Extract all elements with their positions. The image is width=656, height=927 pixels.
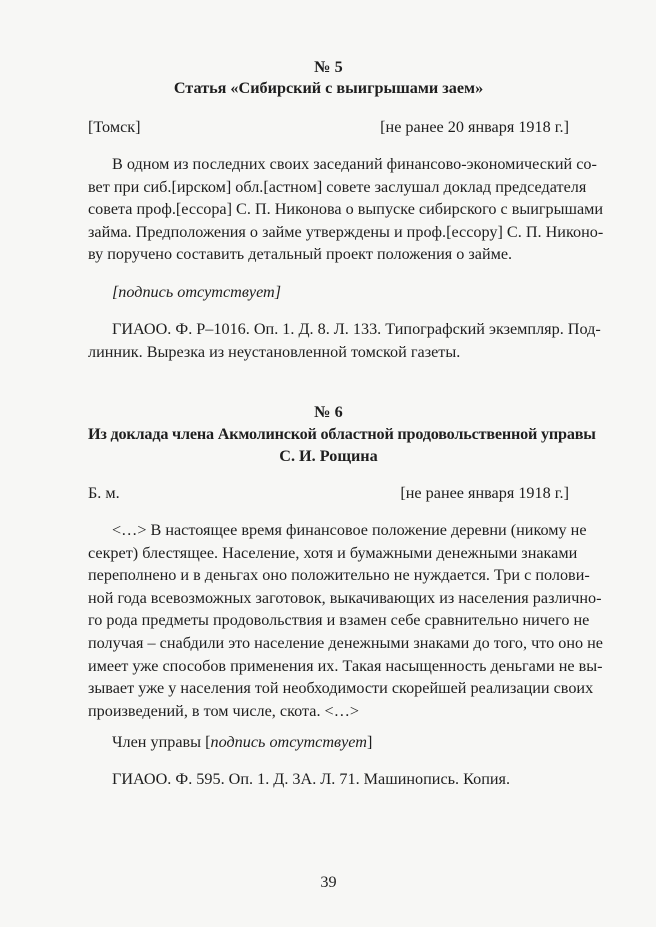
doc6-title-line1: Из доклада члена Акмолинской областной продовольственной управы [88, 425, 596, 443]
text-line: займа. Предположения о займе утверждены и проф.[ессору] С. П. Никоно- [88, 222, 604, 241]
text-line: произведений, в том числе, скота. <…> [88, 701, 360, 720]
signature-note: [подпись отсутствует] [112, 283, 282, 301]
signature-prefix: Член управы [ [112, 733, 211, 751]
doc6-place: Б. м. [88, 484, 120, 502]
text-line: вет при сиб.[ирском] обл.[астном] совете заслушал доклад председателя [88, 177, 587, 196]
doc5-paragraph [88, 153, 604, 266]
text-line: ной года всевозможных заготовок, выкачивающих из населения различно- [88, 588, 602, 607]
doc5-title: Статья «Сибирский с выигрышами заем» [173, 79, 484, 97]
doc6-number: № 6 [314, 403, 343, 421]
text-line: получая – снабдили это население денежными знаками до того, что оно не [88, 633, 603, 652]
text-line: В одном из последних своих заседаний финансово-экономический со- [112, 155, 597, 173]
doc5-source [88, 318, 601, 363]
text-line: линник. Вырезка из неустановленной томской газеты. [88, 342, 461, 361]
text-line: имеет уже способов применения их. Такая насыщенность деньгами не вы- [88, 656, 603, 675]
doc5-signature [88, 283, 593, 302]
text-line: ГИАОО. Ф. Р–1016. Оп. 1. Д. 8. Л. 133. Типографский экземпляр. Под- [112, 320, 601, 338]
signature-note: подпись отсутствует [210, 733, 367, 751]
text-line: совета проф.[ессора] С. П. Никонова о выпуске сибирского с выигрышами [88, 200, 604, 219]
text-line: секрет) блестящее. Население, хотя и бумажными денежными знаками [88, 543, 578, 562]
doc6-date: [не ранее января 1918 г.] [400, 484, 569, 502]
doc5-place: [Томск] [88, 118, 141, 136]
text-line: <…> В настоящее время финансовое положение деревни (никому не [112, 521, 587, 539]
doc6-paragraph [88, 519, 603, 722]
page-number: 39 [320, 873, 337, 891]
text-line: го рода предметы продовольствия и взамен себе сравнительно ничего не [88, 611, 590, 630]
doc6-title-line2: С. И. Рощина [279, 447, 378, 465]
doc6-source: ГИАОО. Ф. 595. Оп. 1. Д. 3А. Л. 71. Машинопись. Копия. [112, 770, 511, 788]
signature-suffix: ] [366, 733, 373, 751]
text-line: переполнено и в деньгах оно положительно не нуждается. Три с полови- [88, 566, 590, 585]
doc5-header-row [88, 118, 569, 137]
text-line: ву поручено составить детальный проект положения о займе. [88, 245, 513, 264]
doc5-number: № 5 [314, 58, 343, 76]
doc5-date: [не ранее 20 января 1918 г.] [380, 118, 569, 136]
doc6-header-row [88, 484, 569, 503]
text-line: зывает уже у населения той необходимости скорейшей реализации своих [88, 679, 594, 698]
doc6-signature [88, 733, 593, 752]
